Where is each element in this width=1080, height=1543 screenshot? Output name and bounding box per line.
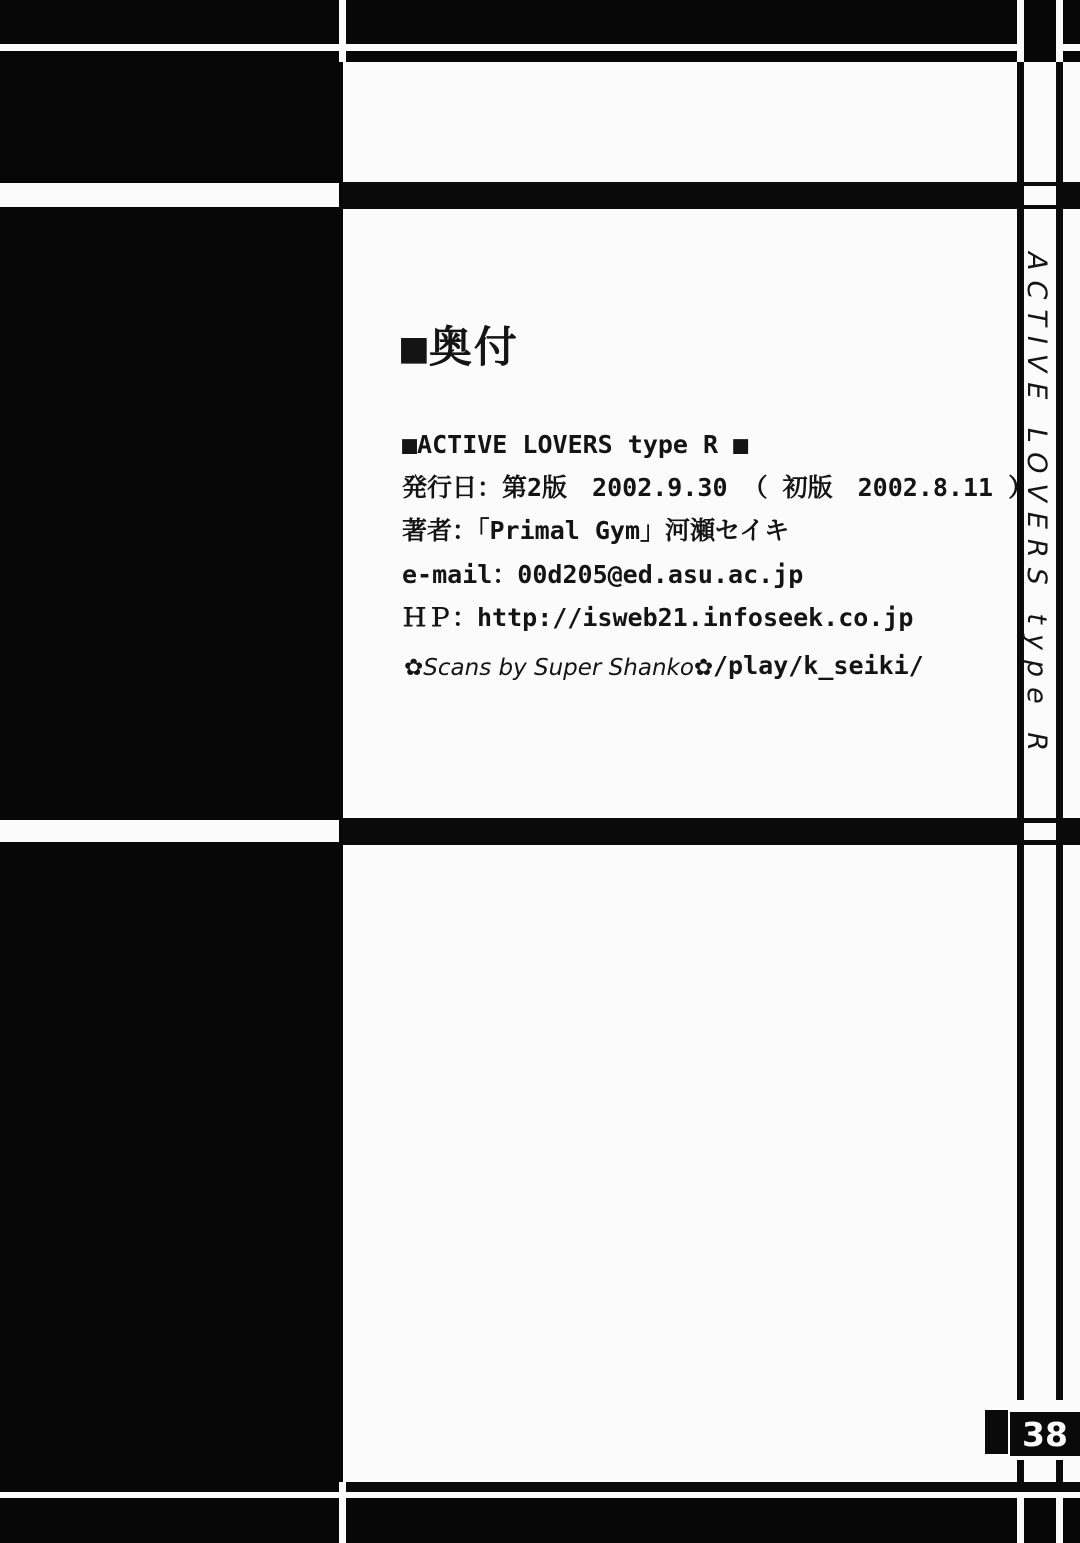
colophon-heading: ■奥付: [401, 323, 519, 373]
page-number-badge: 38: [1010, 1412, 1080, 1456]
frame-line-bottom: [0, 1492, 1080, 1498]
scan-credit: ✿Scans by Super Shanko✿: [404, 655, 714, 681]
colophon-email: e-mail：00d205@ed.asu.ac.jp: [402, 560, 804, 589]
spine-title-vertical: ACTIVE LOVERS type R: [1021, 252, 1052, 762]
spine-rule-outer-bottom: [1056, 1498, 1063, 1543]
frame-band-upper: [343, 182, 1080, 209]
colophon-homepage: ＨＰ：http://isweb21.infoseek.co.jp: [402, 603, 914, 632]
spine-rule-outer: [1056, 62, 1063, 1400]
spine-rule-outer-low: [1056, 1460, 1063, 1482]
colophon-book-title: ■ACTIVE LOVERS type R ■: [402, 430, 749, 459]
frame-band-bottom: [343, 1482, 1080, 1492]
spine-rule-outer-top: [1056, 0, 1063, 62]
frame-band-middle: [343, 818, 1080, 845]
spine-rule-inner-top: [1017, 0, 1024, 62]
frame-line-top-left: [0, 44, 1024, 51]
frame-vline-left-top: [339, 0, 346, 62]
colophon-paper: [343, 62, 1080, 1482]
homepage-path: /play/k_seiki/: [713, 651, 924, 680]
frame-bar-left-upper: [0, 183, 339, 207]
frame-band-upper-spine-gap: [1024, 186, 1056, 205]
page-number-square-decor: [985, 1410, 1008, 1454]
frame-vline-left-bottom: [339, 1482, 346, 1543]
colophon-author: 著者：「Primal Gym」河瀬セイキ: [402, 516, 790, 545]
colophon-publish-date: 発行日：第2版 2002.9.30 （ 初版 2002.8.11 ）: [402, 473, 1034, 502]
frame-band-middle-spine-gap: [1024, 823, 1056, 840]
spine-rule-inner-bottom: [1017, 1498, 1024, 1543]
spine-rule-inner-low: [1017, 1460, 1024, 1482]
frame-bar-left-middle: [0, 820, 339, 842]
